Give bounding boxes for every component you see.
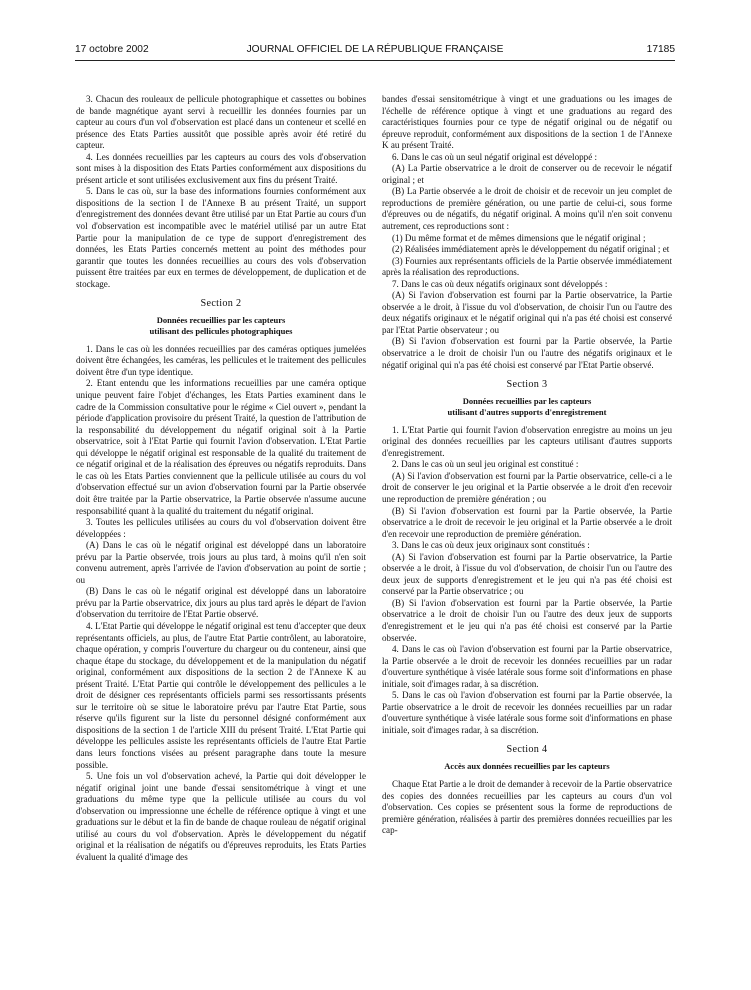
paragraph: (B) La Partie observée a le droit de choisir et de recevoir un jeu complet de reproductions de première génération, ou une partie de celui-ci, sous forme d'épreuves ou de négatifs, du négatif original. A moins qu'il n'en soit convenu autrement, ces reproductions sont : bbox=[382, 186, 672, 232]
paragraph: 4. Dans le cas où l'avion d'observation est fourni par la Partie observatrice, la Partie observée a le droit de recevoir les données recueillies par un radar d'ouverture synthétique à visée latérale sous forme soit d'informations en phase initiale, soit d'images radar, à sa discrétion. bbox=[382, 644, 672, 689]
header-title: JOURNAL OFFICIEL DE LA RÉPUBLIQUE FRANÇAISE bbox=[246, 44, 504, 55]
paragraph: 4. Les données recueillies par les capteurs au cours des vols d'observation sont mises à la disposition des Etats Parties conformément aux dispositions du présent article et sont utilisées exclusivement aux fins du présent Traité. bbox=[76, 151, 366, 185]
section-2-title-line2: utilisant des pellicules photographiques bbox=[149, 325, 293, 336]
section-3-title-line1: Données recueillies par les capteurs bbox=[462, 395, 592, 406]
paragraph: (3) Fournies aux représentants officiels de la Partie observée immédiatement après la réalisation des reproductions. bbox=[382, 255, 672, 278]
section-3-title-line2: utilisant d'autres supports d'enregistrement bbox=[447, 406, 607, 417]
paragraph: 1. Dans le cas où les données recueillies par des caméras optiques jumelées doivent être échangées, les caméras, les pellicules et le traitement des pellicules doivent être d'un type identique. bbox=[76, 343, 366, 377]
paragraph: 3. Chacun des rouleaux de pellicule photographique et cassettes ou bobines de bande magnétique ayant servi à recueillir les données fournies par un capteur au cours d'un vol d'observation est placé dans un conteneur et scellé en présence des Etats Parties aussitôt que possible après avoir été retiré du capteur. bbox=[76, 94, 366, 151]
left-column bbox=[76, 94, 366, 863]
paragraph: (1) Du même format et de mêmes dimensions que le négatif original ; bbox=[392, 232, 646, 243]
paragraph: 6. Dans le cas où un seul négatif original est développé : bbox=[392, 151, 598, 162]
paragraph: (B) Si l'avion d'observation est fourni par la Partie observée, la Partie observatrice a le droit de choisir l'un ou l'autre des négatifs originaux et le négatif original qui n'a pas été choisi est conservé par l'Etat Partie observé. bbox=[382, 336, 672, 370]
paragraph: 7. Dans le cas où deux négatifs originaux sont développés : bbox=[392, 278, 608, 289]
paragraph: 4. L'Etat Partie qui développe le négatif original est tenu d'accepter que deux représentants officiels, au plus, de l'autre Etat Partie contrôlent, au laboratoire, chaque opération, y compris l'ouverture du chargeur ou du conteneur, ainsi que chaque étape du stockage, du développement et de la manipulation du négatif original, conformément aux dispositions de la section 2 de l'Annexe K au présent Traité. L'Etat Partie qui contrôle le développement des pellicules a le droit de désigner ces représentants officiels parmi ses ressortissants présents sur le territoire où se situe le laboratoire prévu par l'autre Etat Partie, sous réserve qu'ils figurent sur la liste du personnel désigné conformément aux dispositions de la section 1 de l'article XIII du présent Traité. L'Etat Partie qui développe les pellicules assiste les représentants officiels de l'autre Etat Partie dans leurs fonctions visées au présent paragraphe dans toute la mesure possible. bbox=[76, 620, 366, 770]
paragraph: (A) Si l'avion d'observation est fourni par la Partie observatrice, celle-ci a le droit de conserver le jeu original et la Partie observée a le droit d'en recevoir une reproduction de première génération ; ou bbox=[382, 470, 672, 504]
paragraph: (B) Dans le cas où le négatif original est développé dans un laboratoire prévu par la Partie observatrice, dix jours au plus tard après le départ de l'avion d'observation du territoire de l'Etat Partie observé. bbox=[76, 586, 366, 620]
section-2-title-line1: Données recueillies par les capteurs bbox=[156, 314, 286, 325]
header-page-number: 17185 bbox=[646, 44, 675, 55]
right-column bbox=[382, 94, 672, 837]
paragraph: 5. Dans le cas où, sur la base des informations fournies conformément aux dispositions de la section I de l'Annexe B au présent Traité, un support d'enregistrement des données devant être utilisé par un Etat Partie au cours d'un vol d'observation est incompatible avec le matériel utilisé par un autre Etat Partie pour la manipulation de ce type de support d'enregistrement des données, les Etats Parties concernés mettent au point des méthodes pour garantir que toutes les données recueillies au cours des vols d'observation puissent être traitées par eux en termes de développement, de duplication et de stockage. bbox=[76, 186, 366, 289]
paragraph: (A) Si l'avion d'observation est fourni par la Partie observatrice, la Partie observée a le droit, à l'issue du vol d'observation, de choisir l'un ou l'autre des deux négatifs originaux et le négatif original qui n'a pas été choisi est conservé par l'Etat Partie observateur ; ou bbox=[382, 290, 672, 335]
paragraph: 2. Etant entendu que les informations recueillies par une caméra optique unique peuvent faire l'objet d'échanges, les Etats Parties examinent dans le cadre de la Commission consultative pour le régime « Ciel ouvert », pendant la période d'application provisoire du présent Traité, la question de l'attribution de la responsabilité du développement du négatif original soit à la Partie observatrice, soit à l'Etat Partie qui fournit l'avion d'observation. L'Etat Partie qui développe le négatif original est responsable de la qualité du traitement de ce négatif original et de la réalisation des épreuves ou négatifs reproduits. Dans le cas où les Etats Parties conviennent que la pellicule utilisée au cours du vol d'observation effectué sur un avion d'observation fourni par la Partie observée doit être traitée par la Partie observatrice, la Partie observée n'assume aucune responsabilité quant à la qualité du traitement du négatif original. bbox=[76, 378, 366, 516]
paragraph: bandes d'essai sensitométrique à vingt et une graduations ou les images de l'échelle de référence optique à vingt et une graduations au regard des caractéristiques fournies pour ce type de négatif original ou de négatif ou épreuve reproduit, conformément aux dispositions de la section 1 de l'Annexe K au présent Traité. bbox=[382, 94, 672, 151]
paragraph: 5. Une fois un vol d'observation achevé, la Partie qui doit développer le négatif original joint une bande d'essai sensitométrique à vingt et une graduations du même type que la pellicule utilisée au cours du vol d'observation ou impressionne une échelle de référence optique à vingt et une graduations sur le début et la fin de bande de chaque rouleau de négatif original utilisé au cours du vol d'observation. Après le développement du négatif original et la réalisation de négatifs ou d'épreuves reproduits, les Etats Parties évaluent la qualité d'image des bbox=[76, 771, 366, 862]
section-3-heading: Section 3 bbox=[506, 379, 548, 391]
paragraph: (A) Dans le cas où le négatif original est développé dans un laboratoire prévu par la Partie observée, trois jours au plus tard, à moins qu'il n'en soit convenu autrement, après l'arrivée de l'avion d'observation au point de sortie ; ou bbox=[76, 540, 366, 585]
header-rule bbox=[75, 60, 675, 61]
paragraph: Chaque Etat Partie a le droit de demander à recevoir de la Partie observatrice des copies des données recueillies par les capteurs au cours d'un vol d'observation. Ces copies se présentent sous la forme de reproductions de première génération, réalisées à partir des premières données recueillies par les cap- bbox=[382, 778, 673, 836]
paragraph: 5. Dans le cas où l'avion d'observation est fourni par la Partie observée, la Partie observatrice a le droit de recevoir les données recueillies par un radar d'ouverture synthétique à visée latérale sous forme soit d'informations en phase initiale, soit d'images radar, à sa discrétion. bbox=[382, 690, 672, 735]
section-3-title bbox=[382, 396, 672, 418]
header-date: 17 octobre 2002 bbox=[75, 44, 149, 55]
paragraph: (2) Réalisées immédiatement après le développement du négatif original ; et bbox=[392, 244, 670, 255]
paragraph: 1. L'Etat Partie qui fournit l'avion d'observation enregistre au moins un jeu original des données recueillies par les capteurs utilisant d'autres supports d'enregistrement. bbox=[382, 424, 672, 458]
paragraph: (B) Si l'avion d'observation est fourni par la Partie observée, la Partie observatrice a le droit de recevoir le jeu original et la Partie observée a le droit d'en recevoir une reproduction de première génération. bbox=[382, 505, 672, 539]
section-2-title bbox=[76, 315, 366, 337]
section-2-heading: Section 2 bbox=[200, 298, 242, 310]
paragraph: (B) Si l'avion d'observation est fourni par la Partie observée, la Partie observatrice a le droit de choisir l'un ou l'autre des deux jeux de supports d'enregistrement et le jeu qui n'a pas été choisi est conservé par la Partie observée. bbox=[382, 597, 672, 643]
paragraph: (A) La Partie observatrice a le droit de conserver ou de recevoir le négatif original ; et bbox=[382, 163, 672, 185]
section-4-heading: Section 4 bbox=[506, 744, 548, 756]
page-header bbox=[75, 44, 675, 60]
paragraph: (A) Si l'avion d'observation est fourni par la Partie observatrice, la Partie observée a le droit, à l'issue du vol d'observation, de choisir l'un ou l'autre des deux jeux de supports d'enregistrement et le jeu qui n'a pas été choisi est conservé par la Partie observatrice ; ou bbox=[382, 551, 672, 597]
paragraph: 3. Toutes les pellicules utilisées au cours du vol d'observation doivent être développées : bbox=[76, 517, 366, 539]
paragraph: 2. Dans le cas où un seul jeu original est constitué : bbox=[392, 459, 579, 470]
paragraph: 3. Dans le cas où deux jeux originaux sont constitués : bbox=[392, 540, 590, 551]
section-4-title: Accès aux données recueillies par les capteurs bbox=[444, 760, 610, 771]
